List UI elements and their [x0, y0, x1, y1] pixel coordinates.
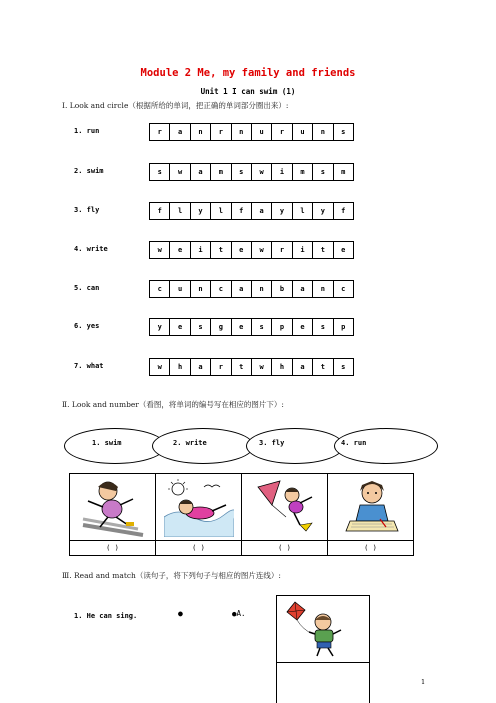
option-label: 2. write [173, 439, 207, 447]
letter-cell[interactable]: w [251, 242, 271, 259]
letter-cell[interactable]: y [313, 203, 333, 220]
letter-cell[interactable]: u [251, 124, 271, 141]
girl-flying-icon [250, 477, 320, 537]
letter-cell[interactable]: s [251, 319, 271, 336]
letter-cell[interactable]: l [211, 203, 231, 220]
section-1-instruction: Ⅰ. Look and circle（根据所给的单词，把正确的单词部分圈出来）: [62, 101, 289, 110]
girl-swimming-icon [164, 477, 234, 537]
letter-cell[interactable]: m [292, 164, 312, 181]
letter-cell[interactable]: b [272, 281, 292, 298]
letter-cell[interactable]: n [231, 124, 251, 141]
letter-cell[interactable]: t [313, 359, 333, 376]
letter-grid-row [149, 163, 354, 181]
option-ellipse-3 [246, 428, 344, 464]
answer-blank-1[interactable]: ( ) [70, 541, 156, 556]
letter-cell[interactable]: c [333, 281, 353, 298]
word-label: 2. swim [74, 167, 104, 175]
letter-cell[interactable]: m [211, 164, 231, 181]
page-number: 1 [421, 678, 426, 686]
option-ellipse-1 [64, 428, 166, 464]
girl-writing-icon [336, 477, 406, 537]
letter-cell[interactable]: h [272, 359, 292, 376]
letter-cell[interactable]: l [292, 203, 312, 220]
letter-cell[interactable]: e [292, 319, 312, 336]
letter-cell[interactable]: w [150, 359, 170, 376]
word-label: 4. write [74, 245, 108, 253]
letter-cell[interactable]: e [170, 242, 190, 259]
letter-cell[interactable]: t [313, 242, 333, 259]
letter-cell[interactable]: t [231, 359, 251, 376]
word-label: 1. run [74, 127, 100, 135]
letter-cell[interactable]: p [272, 319, 292, 336]
word-label: 3. fly [74, 206, 100, 214]
letter-cell[interactable]: h [170, 359, 190, 376]
letter-cell[interactable]: s [333, 124, 353, 141]
letter-cell[interactable]: w [251, 164, 271, 181]
picture-cell-4 [328, 474, 414, 541]
page-title: Module 2 Me, my family and friends [140, 67, 356, 79]
letter-cell[interactable]: r [272, 242, 292, 259]
letter-cell[interactable]: n [190, 281, 210, 298]
letter-cell[interactable]: l [170, 203, 190, 220]
letter-cell[interactable]: y [272, 203, 292, 220]
letter-cell[interactable]: s [231, 164, 251, 181]
match-option-a[interactable]: ●A. [232, 609, 246, 618]
girl-running-icon [78, 477, 148, 537]
letter-grid-row [149, 123, 354, 141]
letter-cell[interactable]: i [292, 242, 312, 259]
letter-cell[interactable]: n [313, 124, 333, 141]
unit-subtitle: Unit 1 I can swim (1) [200, 87, 296, 96]
option-label: 1. swim [92, 439, 122, 447]
letter-cell[interactable]: e [231, 319, 251, 336]
letter-cell[interactable]: a [170, 124, 190, 141]
letter-cell[interactable]: y [190, 203, 210, 220]
picture-table [69, 473, 414, 556]
picture-cell-3 [242, 474, 328, 541]
letter-cell[interactable]: w [170, 164, 190, 181]
option-label: 4. run [341, 439, 367, 447]
letter-cell[interactable]: y [150, 319, 170, 336]
letter-cell[interactable]: a [292, 359, 312, 376]
letter-cell[interactable]: f [150, 203, 170, 220]
letter-cell[interactable]: i [272, 164, 292, 181]
letter-cell[interactable]: c [211, 281, 231, 298]
letter-cell[interactable]: r [272, 124, 292, 141]
letter-cell[interactable]: u [170, 281, 190, 298]
letter-grid-row [149, 241, 354, 259]
letter-cell[interactable]: c [150, 281, 170, 298]
letter-grid-row [149, 280, 354, 298]
letter-grid-row [149, 358, 354, 376]
letter-cell[interactable]: m [333, 164, 353, 181]
letter-cell[interactable]: w [251, 359, 271, 376]
letter-cell[interactable]: f [231, 203, 251, 220]
picture-cell-2 [156, 474, 242, 541]
letter-cell[interactable]: g [211, 319, 231, 336]
letter-cell[interactable]: s [150, 164, 170, 181]
letter-cell[interactable]: a [251, 203, 271, 220]
letter-cell[interactable]: r [150, 124, 170, 141]
picture-cell-1 [70, 474, 156, 541]
letter-cell[interactable]: s [333, 359, 353, 376]
letter-cell[interactable]: r [211, 124, 231, 141]
option-ellipse-4 [334, 428, 438, 464]
answer-blank-3[interactable]: ( ) [242, 541, 328, 556]
letter-cell[interactable]: a [292, 281, 312, 298]
letter-cell[interactable]: f [333, 203, 353, 220]
letter-cell[interactable]: s [313, 164, 333, 181]
match-picture-box [276, 595, 370, 703]
boy-kite-icon [283, 600, 361, 658]
letter-cell[interactable]: t [211, 242, 231, 259]
letter-cell[interactable]: e [170, 319, 190, 336]
letter-cell[interactable]: n [251, 281, 271, 298]
section-3-instruction: Ⅲ. Read and match（读句子，将下列句子与相应的图片连线）: [62, 571, 281, 580]
word-label: 5. can [74, 284, 100, 292]
letter-grid-row [149, 318, 354, 336]
letter-grid-row [149, 202, 354, 220]
word-label: 7. what [74, 362, 104, 370]
letter-cell[interactable]: p [333, 319, 353, 336]
answer-blank-4[interactable]: ( ) [328, 541, 414, 556]
letter-cell[interactable]: a [231, 281, 251, 298]
letter-cell[interactable]: u [292, 124, 312, 141]
letter-cell[interactable]: a [190, 359, 210, 376]
option-ellipse-2 [152, 428, 254, 464]
match-dot-left[interactable]: ● [178, 609, 183, 618]
letter-cell[interactable]: e [231, 242, 251, 259]
word-label: 6. yes [74, 322, 100, 330]
letter-cell[interactable]: e [333, 242, 353, 259]
letter-cell[interactable]: s [190, 319, 210, 336]
letter-cell[interactable]: n [313, 281, 333, 298]
letter-cell[interactable]: a [190, 164, 210, 181]
letter-cell[interactable]: s [313, 319, 333, 336]
section-2-instruction: Ⅱ. Look and number（看图，将单词的编号写在相应的图片下）: [62, 400, 284, 409]
letter-cell[interactable]: n [190, 124, 210, 141]
letter-cell[interactable]: w [150, 242, 170, 259]
sentence-1: 1. He can sing. [74, 612, 138, 620]
match-box-divider [277, 662, 369, 663]
answer-blank-2[interactable]: ( ) [156, 541, 242, 556]
letter-cell[interactable]: r [211, 359, 231, 376]
option-label: 3. fly [259, 439, 285, 447]
letter-cell[interactable]: i [190, 242, 210, 259]
